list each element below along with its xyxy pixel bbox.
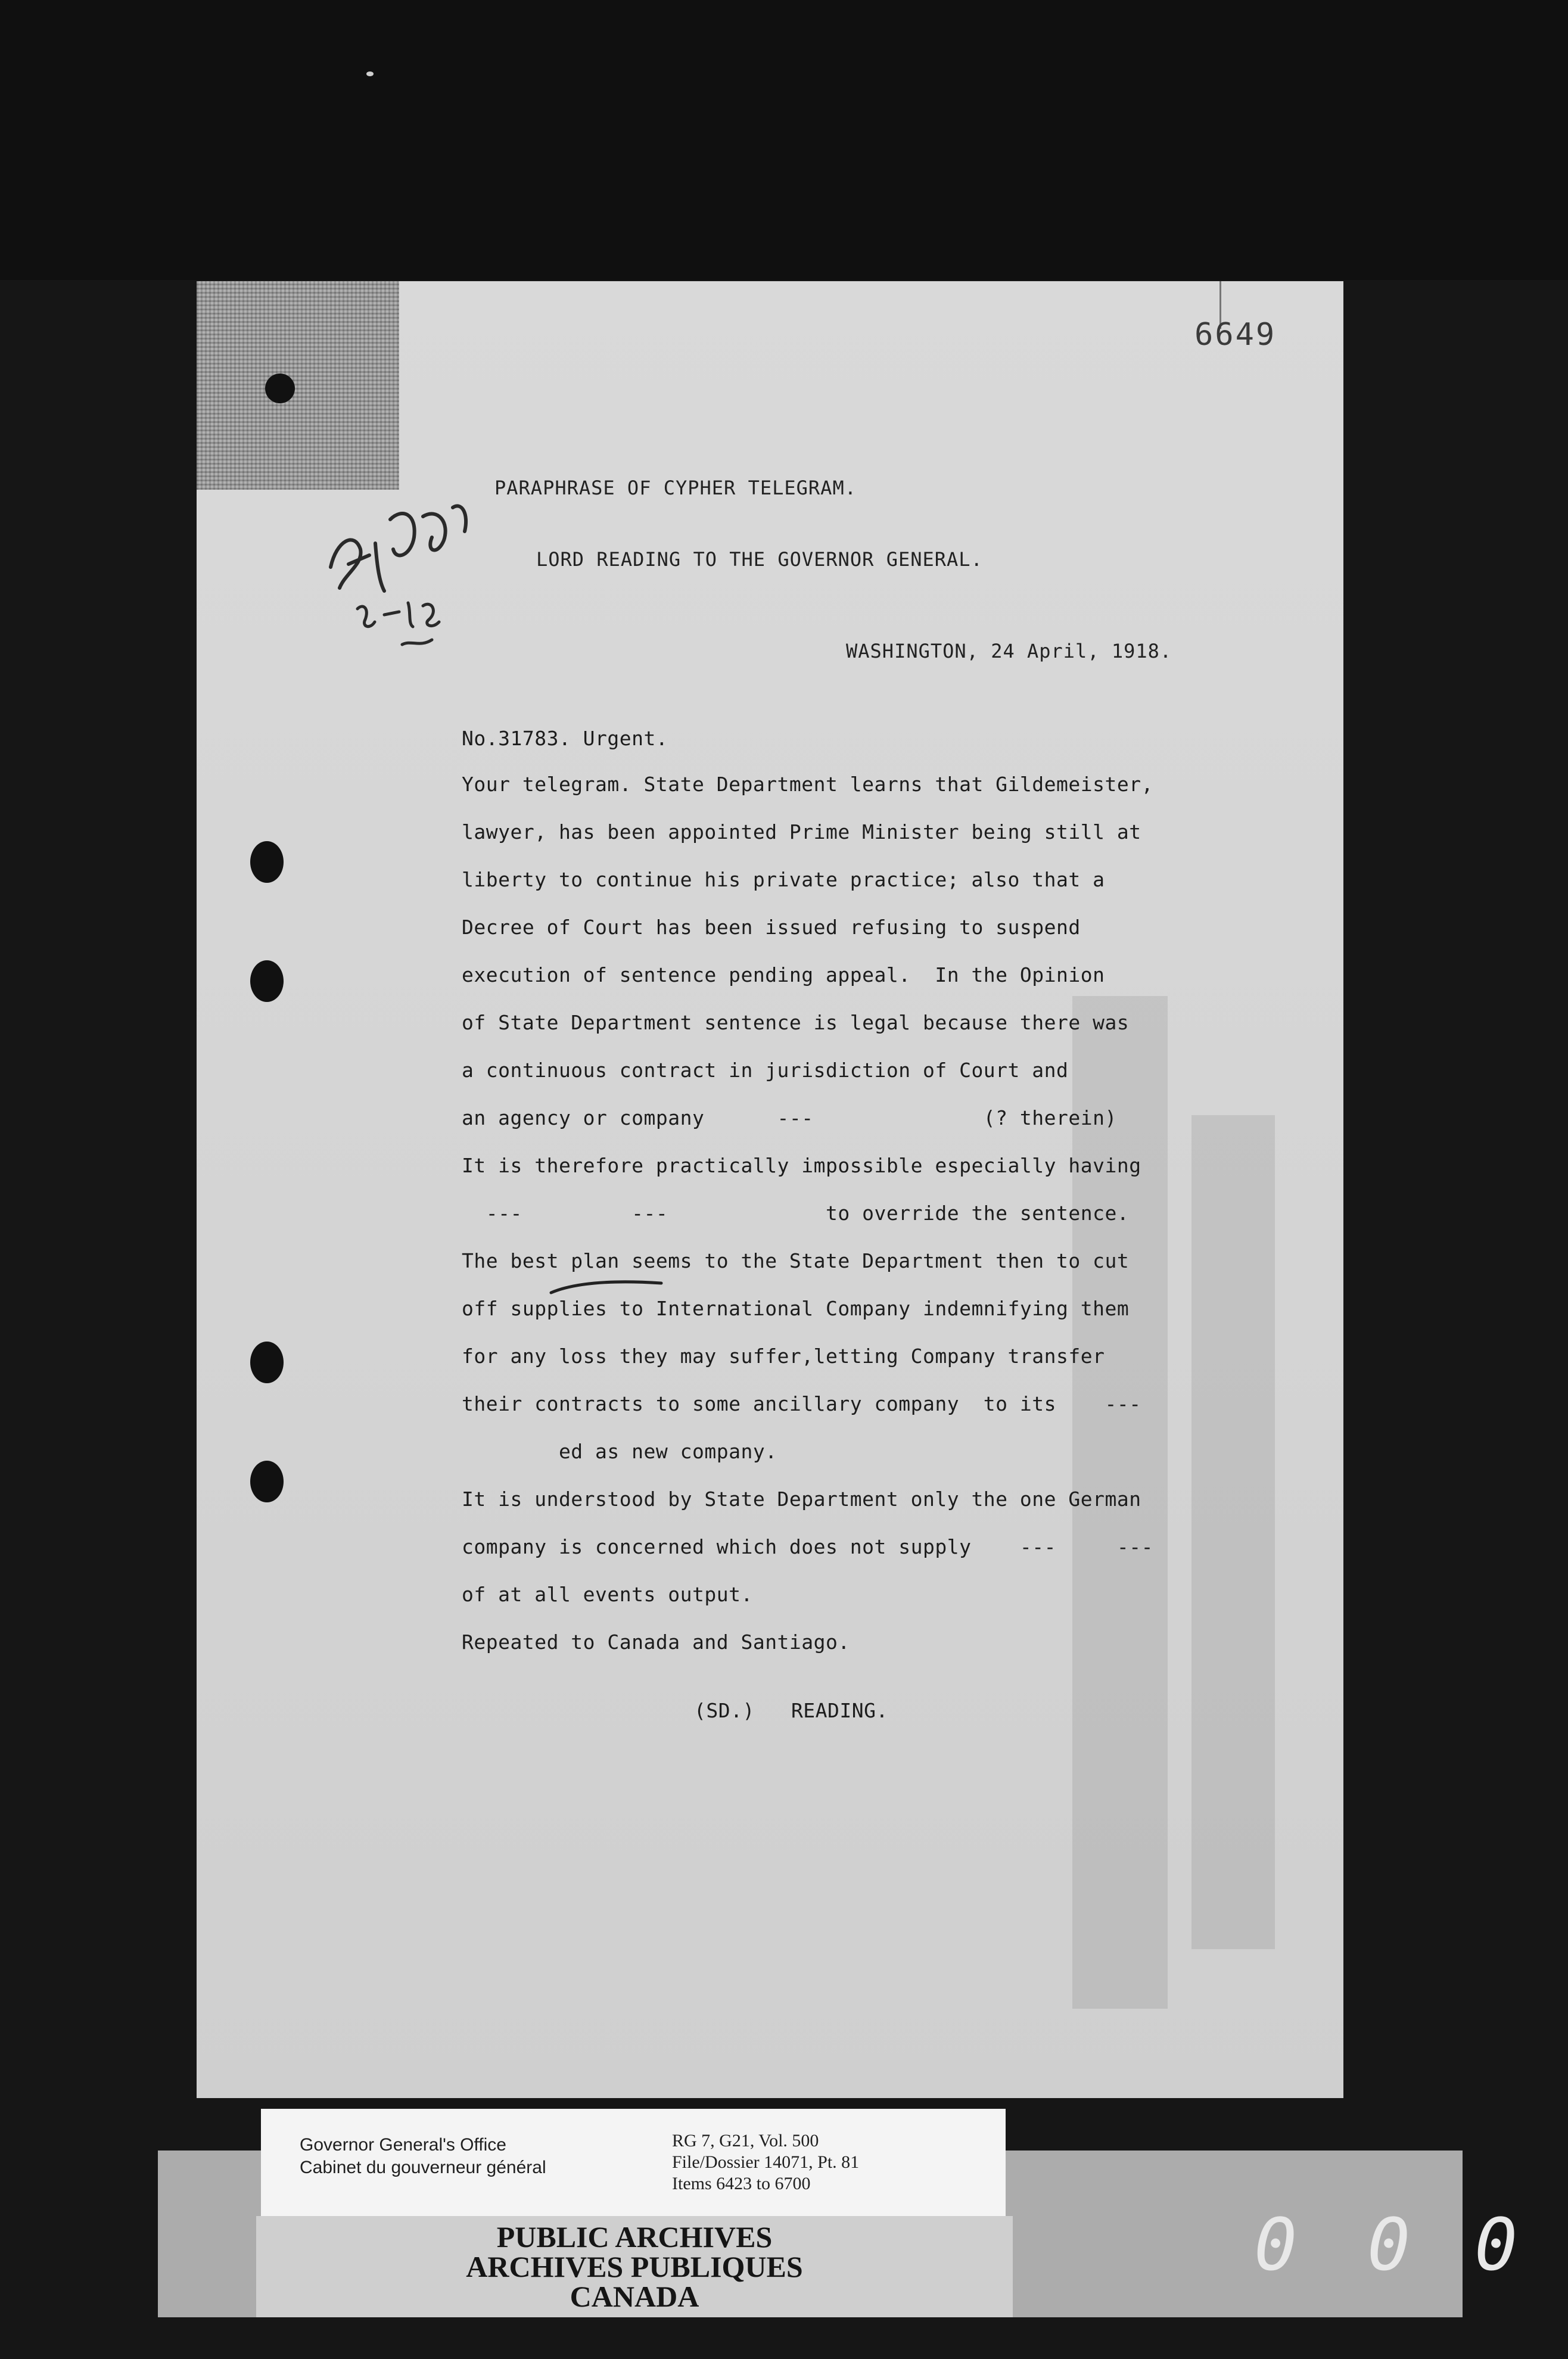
film-speck bbox=[366, 71, 374, 76]
body-line: an agency or company --- (? therein) bbox=[462, 1106, 1117, 1129]
frame-counter-digit: 0 bbox=[1254, 2204, 1298, 2287]
label-file: File/Dossier 14071, Pt. 81 bbox=[672, 2152, 860, 2172]
pencil-underline bbox=[548, 1275, 667, 1299]
body-line: liberty to continue his private practice; also that a bbox=[462, 868, 1105, 891]
punch-hole bbox=[265, 374, 295, 403]
stamp-line-fr: ARCHIVES PUBLIQUES bbox=[466, 2250, 803, 2283]
label-reference bbox=[672, 2130, 859, 2195]
body-line: Repeated to Canada and Santiago. bbox=[462, 1630, 850, 1654]
reference-line: No.31783. Urgent. bbox=[462, 727, 668, 750]
body-line: ed as new company. bbox=[462, 1440, 777, 1463]
body-line: their contracts to some ancillary company to its --- bbox=[462, 1392, 1141, 1415]
body-line: --- --- to override the sentence. bbox=[462, 1202, 1130, 1225]
body-line: of State Department sentence is legal because there was bbox=[462, 1011, 1130, 1034]
label-office-en: Governor General's Office bbox=[300, 2135, 506, 2155]
punch-hole bbox=[250, 1342, 284, 1383]
body-line: a continuous contract in jurisdiction of Court and bbox=[462, 1059, 1069, 1082]
punch-hole bbox=[250, 841, 284, 883]
page-number: 6649 bbox=[1194, 317, 1277, 353]
body-line: for any loss they may suffer,letting Company transfer bbox=[462, 1345, 1105, 1368]
label-items: Items 6423 to 6700 bbox=[672, 2174, 811, 2193]
frame-counter-digit: 0 bbox=[1367, 2204, 1411, 2287]
body-line: of at all events output. bbox=[462, 1583, 753, 1606]
dateline: WASHINGTON, 24 April, 1918. bbox=[846, 640, 1172, 662]
punch-hole bbox=[250, 1461, 284, 1502]
body-line: company is concerned which does not supply --- --- bbox=[462, 1535, 1153, 1558]
archive-label bbox=[261, 2109, 1006, 2219]
stamp-line-country: CANADA bbox=[570, 2280, 699, 2313]
body-line: It is understood by State Department only the one German bbox=[462, 1487, 1141, 1511]
stamp-line-en: PUBLIC ARCHIVES bbox=[496, 2220, 773, 2254]
body-line: The best plan seems to the State Department then to cut bbox=[462, 1249, 1130, 1272]
film-frame-top bbox=[0, 0, 1568, 280]
document-subtitle: LORD READING TO THE GOVERNOR GENERAL. bbox=[536, 548, 983, 571]
body-line: off supplies to International Company indemnifying them bbox=[462, 1297, 1130, 1320]
label-rg: RG 7, G21, Vol. 500 bbox=[672, 2131, 819, 2151]
body-line: execution of sentence pending appeal. In the Opinion bbox=[462, 963, 1105, 986]
signature-line: (SD.) READING. bbox=[694, 1699, 888, 1722]
body-line: It is therefore practically impossible especially having bbox=[462, 1154, 1141, 1177]
frame-counter-digit: 0 bbox=[1474, 2204, 1518, 2287]
label-office bbox=[300, 2134, 546, 2179]
punch-hole bbox=[250, 960, 284, 1002]
archives-stamp bbox=[256, 2216, 1013, 2317]
body-line: Your telegram. State Department learns that Gildemeister, bbox=[462, 773, 1153, 796]
document-title: PARAPHRASE OF CYPHER TELEGRAM. bbox=[494, 477, 857, 499]
body-line: Decree of Court has been issued refusing to suspend bbox=[462, 916, 1081, 939]
document-page bbox=[197, 281, 1343, 2098]
handwritten-annotation bbox=[313, 484, 509, 680]
body-line: lawyer, has been appointed Prime Minister being still at bbox=[462, 820, 1141, 844]
hatched-corner bbox=[197, 281, 399, 490]
label-office-fr: Cabinet du gouverneur général bbox=[300, 2158, 546, 2177]
